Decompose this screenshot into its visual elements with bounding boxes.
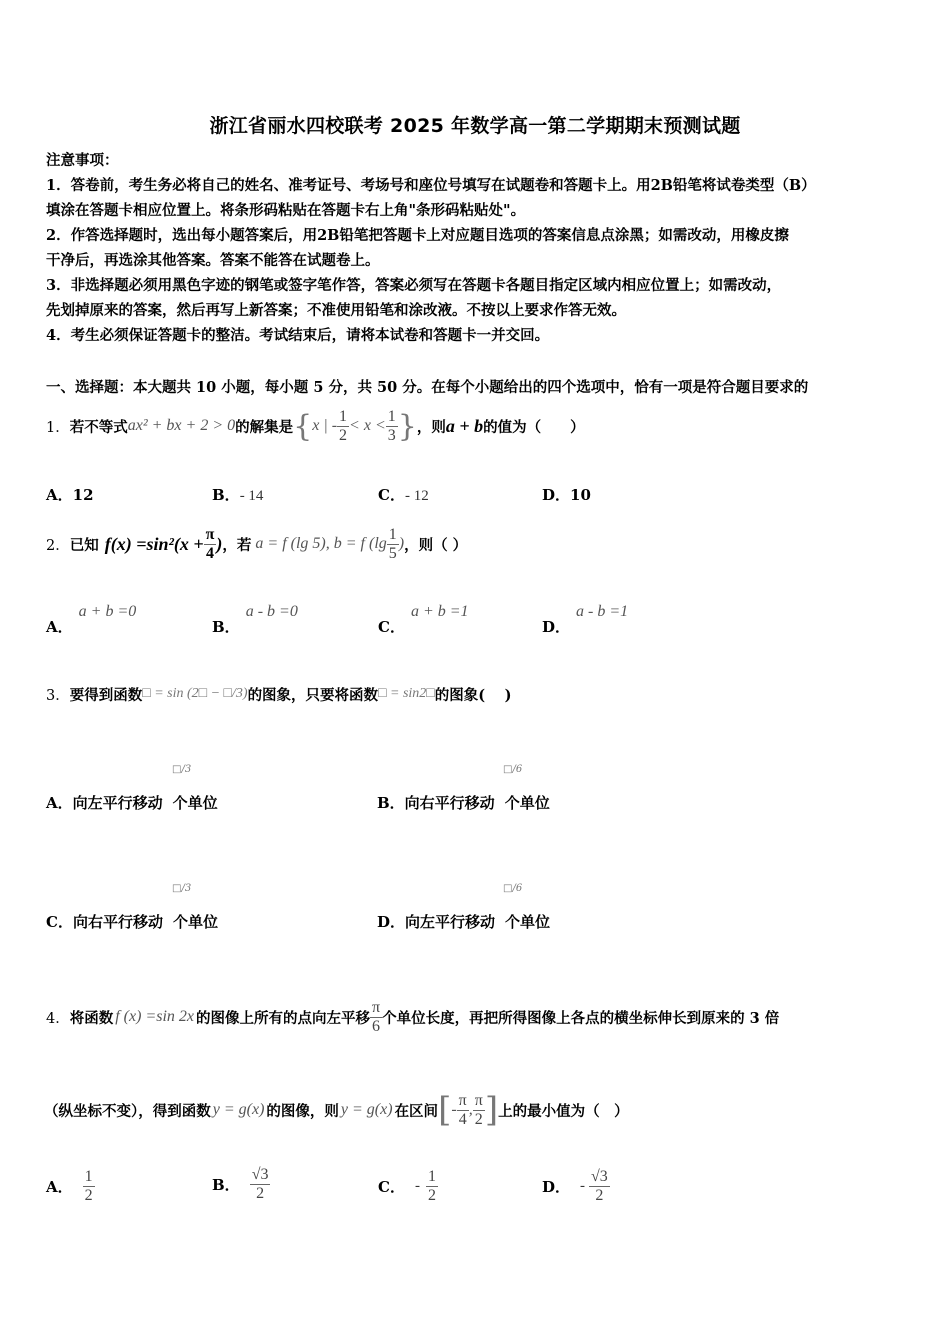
q2-text-2: ，若	[222, 536, 252, 554]
q2-condition-close: )	[398, 535, 405, 552]
q3-option-d: D．向左平行移动 个单位	[377, 913, 551, 931]
q2-function-close: )	[216, 533, 223, 554]
q1-set-left: x | -	[312, 417, 338, 434]
q4-g-function-2: y = g(x)	[340, 1101, 393, 1118]
q4-option-c: C． - $\frac{1}{2}$	[378, 1168, 436, 1204]
q2-fraction-1-5: $\frac{1}{5}$	[388, 525, 397, 562]
q4-text-4: （纵坐标不变），得到函数	[44, 1102, 211, 1120]
q1-fraction-half: $\frac{1}{2}$	[339, 407, 348, 444]
section-heading: 一、选择题：本大题共 10 小题，每小题 5 分，共 50 分。在每个小题给出的四个选项中，恰有一项是符合题目要求的	[46, 379, 809, 396]
q2-option-d: D．a - b =1	[542, 603, 629, 636]
question-2	[46, 520, 467, 568]
q4-text-2: 的图像上所有的点向左平移	[196, 1009, 371, 1027]
page-title: 浙江省丽水四校联考 2025 年数学高一第二学期期末预测试题	[209, 115, 741, 137]
q4-option-d: D． - $\frac{√3}{2}$	[542, 1168, 608, 1204]
q4-text-5: 的图像，则	[266, 1102, 339, 1120]
q1-option-b: B．- 14	[212, 486, 264, 504]
question-1	[46, 402, 585, 450]
question-4-line-2	[44, 1085, 629, 1135]
q2-text-1: 已知	[69, 536, 99, 554]
q1-text-1: 若不等式	[69, 418, 128, 436]
q2-condition: a = f (lg 5), b = f (lg	[255, 535, 387, 552]
notice-line-6: 先划掉原来的答案，然后再写上新答案；不准使用铅笔和涂改液。不按以上要求作答无效。	[46, 302, 626, 319]
q1-text-2: 的解集是	[235, 418, 294, 436]
q3-number: 3．	[46, 687, 70, 704]
q1-sum-ab: a + b	[445, 415, 484, 436]
notice-line-7: 4．考生必须保证答题卡的整洁。考试结束后，请将本试卷和答题卡一并交回。	[46, 327, 550, 344]
q4-interval-comma: ,	[468, 1101, 473, 1118]
q3-option-c-fraction: □/3	[172, 883, 192, 894]
notice-line-3: 2．作答选择题时，选出每小题答案后，用2B铅笔把答题卡上对应题目选项的答案信息点涂黑；如需改动，用橡皮擦	[46, 227, 789, 244]
q2-function: f(x) =sin²(x +	[104, 533, 204, 554]
q1-set-close-brace: }	[397, 408, 417, 444]
q4-fraction-pi-2: $\frac{\pi}{2}$	[474, 1091, 483, 1128]
q3-text-3: 的图象( )	[434, 686, 512, 704]
q3-function-1: □ = sin (2□ − □/3)	[142, 686, 248, 701]
notice-line-1: 1．答卷前，考生务必将自己的姓名、准考证号、考场号和座位号填写在试题卷和答题卡上。用2B铅笔将试卷类型（B）	[46, 177, 816, 194]
q4-option-b: B． $\frac{√3}{2}$	[212, 1166, 269, 1202]
notice-line-5: 3．非选择题必须用黑色字迹的钢笔或签字笔作答，答案必须写在答题卡各题目指定区域内相应位置上；如需改动，	[46, 277, 782, 294]
q1-option-a: A．12	[46, 486, 94, 504]
q1-option-c: C．- 12	[378, 486, 429, 504]
q4-g-function: y = g(x)	[212, 1101, 265, 1118]
q2-option-c: C．a + b =1	[378, 603, 469, 636]
q4-fraction-pi-4: $\frac{\pi}{4}$	[458, 1091, 467, 1128]
q2-fraction-pi-4: $\frac{\pi}{4}$	[205, 525, 215, 562]
question-3	[46, 672, 512, 716]
q3-option-c: C．向右平行移动 个单位	[46, 913, 218, 931]
q4-text-7: 上的最小值为（ ）	[498, 1102, 629, 1120]
q3-option-a-fraction: □/3	[172, 764, 192, 775]
q4-fraction-pi-6: $\frac{\pi}{6}$	[372, 998, 381, 1035]
q1-set-open-brace: {	[293, 408, 313, 444]
q3-option-b: B．向右平行移动 个单位	[377, 794, 550, 812]
q3-function-2: □ = sin2□	[378, 686, 435, 701]
q4-interval-minus: -	[451, 1101, 457, 1118]
q4-option-a: A． $\frac{1}{2}$	[46, 1168, 93, 1204]
q1-option-d: D．10	[542, 486, 591, 504]
q3-text-1: 要得到函数	[69, 686, 143, 704]
q1-fraction-third: $\frac{1}{3}$	[387, 407, 396, 444]
q4-text-6: 在区间	[394, 1102, 439, 1120]
q2-option-a: A．a + b =0	[46, 603, 137, 636]
q4-number: 4．	[46, 1010, 70, 1027]
q4-function: f (x) =sin 2x	[115, 1008, 195, 1025]
q3-option-b-fraction: □/6	[503, 764, 523, 775]
q1-text-3: ，则	[416, 418, 446, 436]
q1-set-mid: < x <	[349, 417, 386, 434]
q4-text-3: 个单位长度，再把所得图像上各点的横坐标伸长到原来的 3 倍	[382, 1009, 780, 1027]
q2-number: 2．	[46, 537, 70, 554]
notice-heading: 注意事项：	[46, 152, 119, 169]
q3-option-d-fraction: □/6	[503, 883, 523, 894]
notice-line-2: 填涂在答题卡相应位置上。将条形码粘贴在答题卡右上角"条形码粘贴处"。	[46, 202, 526, 219]
notice-line-4: 干净后，再选涂其他答案。答案不能答在试题卷上。	[46, 252, 380, 269]
q3-option-a: A．向左平行移动 个单位	[46, 794, 218, 812]
q4-interval-close: ]	[484, 1090, 499, 1130]
q1-number: 1．	[46, 419, 70, 436]
q2-text-3: ，则（ ）	[404, 536, 468, 554]
q4-interval-open: [	[438, 1090, 452, 1130]
q1-text-4: 的值为（ ）	[483, 418, 585, 436]
q4-text-1: 将函数	[69, 1009, 114, 1027]
question-4-line-1	[46, 995, 779, 1039]
q3-text-2: 的图象，只要将函数	[247, 686, 379, 704]
q1-inequality: ax² + bx + 2 > 0	[127, 417, 236, 434]
q2-option-b: B．a - b =0	[212, 603, 298, 636]
